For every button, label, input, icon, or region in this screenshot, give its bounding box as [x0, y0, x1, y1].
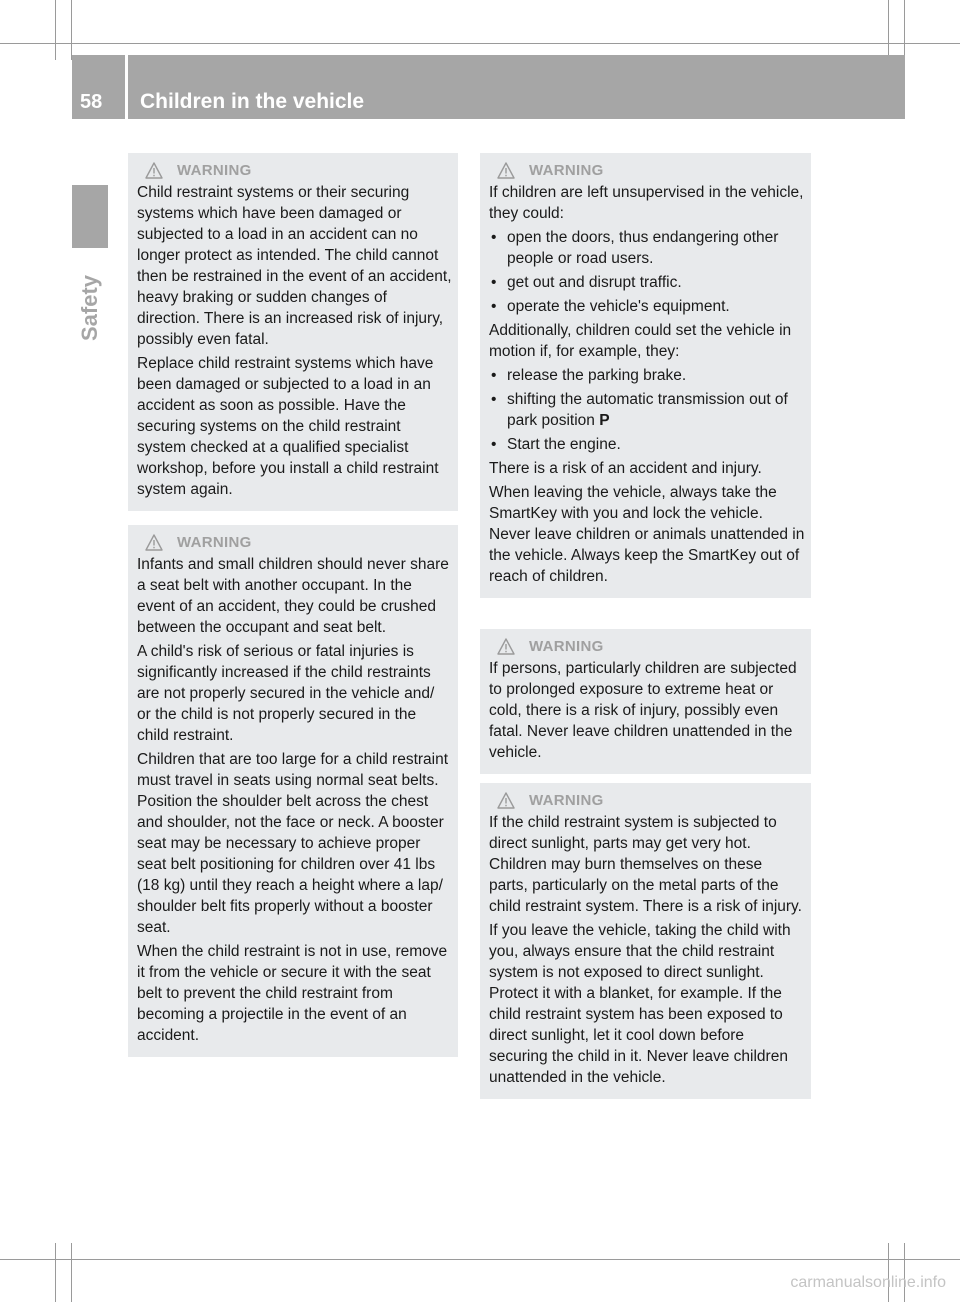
section-title: Children in the vehicle [140, 90, 365, 113]
bullet-item: • open the doors, thus endangering other people or road users. [489, 227, 805, 269]
gear-position: P [599, 412, 610, 429]
warning-paragraph: A child's risk of serious or fatal injuries is significantly increased if the child restraints are not properly secured in the vehicle and/ or the child is not properly secured in the child restraint. [137, 643, 435, 744]
warning-triangle-icon [145, 162, 163, 179]
crop-mark [904, 1243, 905, 1302]
warning-triangle-icon [497, 792, 515, 809]
warning-header [489, 635, 805, 657]
warning-title: WARNING [529, 791, 604, 809]
warning-paragraph: If you leave the vehicle, taking the child with you, always ensure that the child restraint system is not exposed to direct sunlight. Protect it with a blanket, for example. If the child restraint system has been exposed to direct sunlight, let it cool down before securing the child in it. Never leave children unattended in the vehicle. [489, 922, 791, 1086]
warning-triangle-icon [497, 638, 515, 655]
side-tab-marker [72, 185, 108, 248]
warning-paragraph: If the child restraint system is subjected to direct sunlight, parts may get very hot. Children may burn themselves on these parts, particularly on the metal parts of the child restraint system. There is a risk of injury. [489, 814, 802, 915]
warning-title: WARNING [529, 161, 604, 179]
bullet-item: • get out and disrupt traffic. [489, 272, 805, 293]
crop-mark [888, 0, 889, 60]
warning-header [489, 789, 805, 811]
warning-triangle-icon [145, 534, 163, 551]
crop-mark [0, 1259, 960, 1260]
crop-mark [71, 0, 72, 60]
side-tab-label: Safety [77, 274, 102, 342]
header-separator [125, 55, 128, 119]
warning-paragraph: Child restraint systems or their securing systems which have been damaged or subjected to a load in an accident can no longer protect as intended. The child cannot then be restrained in the event of an accident, heavy braking or sudden changes of direction. There is an increased risk of injury, possibly even fatal. [137, 184, 452, 348]
crop-mark [888, 1243, 889, 1302]
bullet-item: • release the parking brake. [489, 365, 805, 386]
warning-paragraph: When the child restraint is not in use, remove it from the vehicle or secure it with the seat belt to prevent the child restraint from becoming a projectile in the event of an accident. [137, 943, 448, 1044]
warning-box-child-restraint-damage [128, 153, 458, 511]
warning-paragraph: Children that are too large for a child restraint must travel in seats using normal seat belts. Position the shoulder belt across the chest and shoulder, not the face or neck. A booster seat may be necessary to achieve proper seat belt positioning for children over 41 lbs (18 kg) until they reach a height where a lap/ shoulder belt fits properly without a booster seat. [137, 751, 449, 936]
bullet-item: • shifting the automatic transmission out of park position P [489, 389, 805, 431]
warning-header [137, 159, 452, 181]
warning-box-unsupervised-children [480, 153, 811, 598]
warning-title: WARNING [177, 533, 252, 551]
warning-box-direct-sunlight [480, 783, 811, 1099]
warning-box-extreme-temperature [480, 629, 811, 774]
crop-mark [55, 0, 56, 60]
warning-paragraph: If children are left unsupervised in the vehicle, they could: [489, 184, 804, 222]
side-tab [70, 258, 110, 358]
crop-mark [71, 1243, 72, 1302]
warning-header [137, 531, 452, 553]
crop-mark [0, 43, 960, 44]
warning-box-shared-seat-belt [128, 525, 458, 1057]
bullet-item: • Start the engine. [489, 434, 805, 455]
warning-paragraph: Additionally, children could set the vehicle in motion if, for example, they: [489, 322, 792, 360]
crop-mark [55, 1243, 56, 1302]
warning-paragraph: There is a risk of an accident and injury. [489, 460, 762, 477]
bullet-item: • operate the vehicle's equipment. [489, 296, 805, 317]
warning-header [489, 159, 805, 181]
warning-paragraph: If persons, particularly children are subjected to prolonged exposure to extreme heat or cold, there is a risk of injury, possibly even fatal. Never leave children unattended in the vehicle. [489, 660, 797, 761]
warning-paragraph: Infants and small children should never share a seat belt with another occupant. In the event of an accident, they could be crushed between the occupant and seat belt. [137, 556, 449, 636]
warning-paragraph: Replace child restraint systems which have been damaged or subjected to a load in an accident as soon as possible. Have the securing systems on the child restraint system checked at a qualified specialist workshop, before you install a child restraint system again. [137, 355, 439, 498]
warning-paragraph: When leaving the vehicle, always take the SmartKey with you and lock the vehicle. Never leave children or animals unattended in the vehicle. Always keep the SmartKey out of reach of children. [489, 484, 805, 585]
warning-title: WARNING [177, 161, 252, 179]
warning-triangle-icon [497, 162, 515, 179]
warning-title: WARNING [529, 637, 604, 655]
watermark: carmanualsonline.info [790, 1274, 946, 1291]
crop-mark [904, 0, 905, 60]
page-number: 58 [80, 91, 103, 113]
